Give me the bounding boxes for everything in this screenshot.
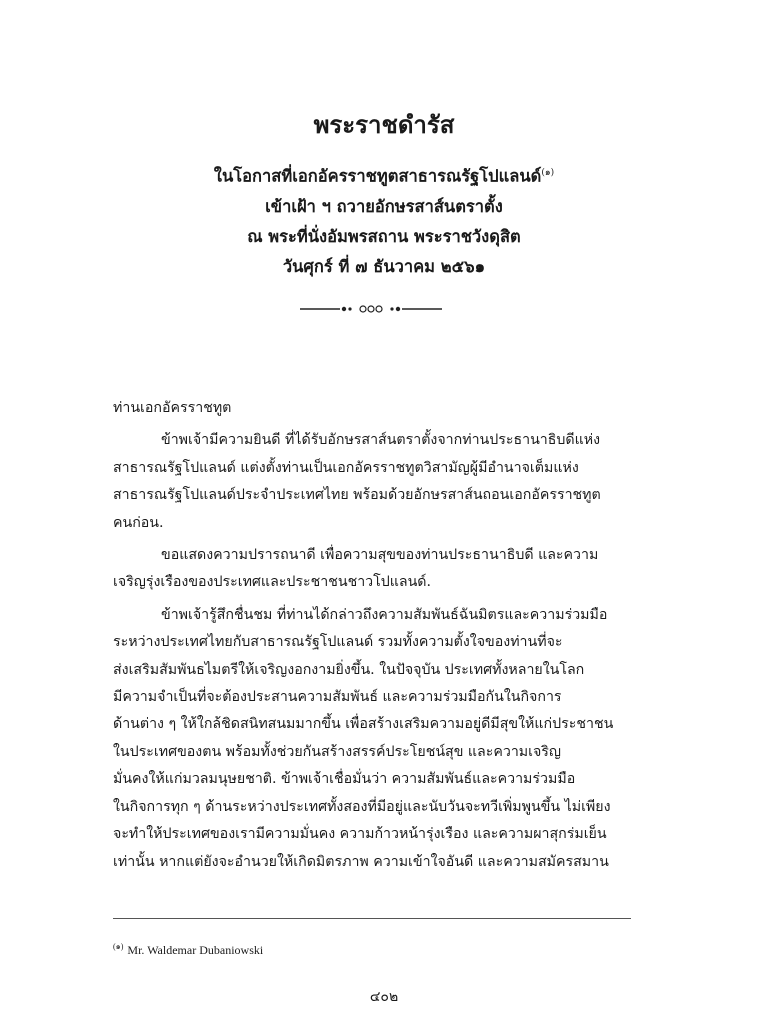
subtitle-line: วันศุกร์ ที่ ๗ ธันวาคม ๒๕๖๑ [282,256,486,276]
footnote-divider [113,918,631,919]
footnote-mark: (๑) [113,942,124,951]
paragraph [113,542,631,597]
paragraph-line: ระหว่างประเทศไทยกับสาธารณรัฐโปแลนด์ รวมทั้งความตั้งใจของท่านที่จะ [113,634,563,651]
paragraph-line: เจริญรุ่งเรืองของประเทศและประชาชนชาวโปแลนด์. [113,574,432,591]
paragraph-line: ด้านต่าง ๆ ให้ใกล้ชิดสนิทสนมมากขึ้น เพื่อสร้างเสริมความอยู่ดีมีสุขให้แก่ประชาชน [113,716,614,733]
paragraph-line: ในประเทศของตน พร้อมทั้งช่วยกันสร้างสรรค์ประโยชน์สุข และความเจริญ [113,743,562,760]
paragraph-line: มั่นคงให้แก่มวลมนุษยชาติ. ข้าพเจ้าเชื่อมั่นว่า ความสัมพันธ์และความร่วมมือ [113,771,576,788]
paragraph-line: ขอแสดงความปรารถนาดี เพื่อความสุขของท่านประธานาธิบดี และความ [161,547,599,564]
paragraph-line: จะทำให้ประเทศของเรามีความมั่นคง ความก้าวหน้ารุ่งเรือง และความผาสุกร่มเย็น [113,826,607,843]
paragraph-line: สาธารณรัฐโปแลนด์ แต่งตั้งท่านเป็นเอกอัครราชทูตวิสามัญผู้มีอำนาจเต็มแห่ง [113,459,579,476]
footnote [113,940,263,958]
paragraph [113,602,631,876]
footnote-text: Mr. Waldemar Dubaniowski [127,943,264,957]
paragraph-line: เท่านั้น หากแต่ยังจะอำนวยให้เกิดมิตรภาพ ความเข้าใจอันดี และความสมัครสมาน [113,853,609,870]
salutation: ท่านเอกอัครราชทูต [113,400,232,416]
paragraph-line: สาธารณรัฐโปแลนด์ประจำประเทศไทย พร้อมด้วยอักษรสาส์นถอนเอกอัครราชทูต [113,487,601,504]
paragraph-line: ในกิจการทุก ๆ ด้านระหว่างประเทศทั้งสองที่มีอยู่และนับวันจะทวีเพิ่มพูนขึ้น ไม่เพียง [113,798,611,815]
subtitle-line: ณ พระที่นั่งอัมพรสถาน พระราชวังดุสิต [247,226,521,246]
subtitle-line: เข้าเฝ้า ฯ ถวายอักษรสาส์นตราตั้ง [265,196,503,216]
speech-body [113,395,631,881]
subtitle-line [0,158,768,192]
paragraph-line: ส่งเสริมสัมพันธไมตรีให้เจริญงอกงามยิ่งขึ้น. ในปัจจุบัน ประเทศทั้งหลายในโลก [113,661,585,678]
ornament-divider-icon [300,302,442,316]
page-title: พระราชดำรัส [313,110,455,139]
paragraph-line: ข้าพเจ้ามีความยินดี ที่ได้รับอักษรสาส์นตราตั้งจากท่านประธานาธิบดีแห่ง [161,432,601,449]
paragraph [113,427,631,537]
footnote-reference: (๑) [541,168,555,178]
paragraph-line: ข้าพเจ้ารู้สึกชื่นชม ที่ท่านได้กล่าวถึงความสัมพันธ์ฉันมิตรและความร่วมมือ [161,606,608,623]
subtitle-line-text: ในโอกาสที่เอกอัครราชทูตสาธารณรัฐโปแลนด์ [213,166,542,186]
paragraph-line: คนก่อน. [113,514,164,531]
subtitle-block [0,158,768,282]
paragraph-line: มีความจำเป็นที่จะต้องประสานความสัมพันธ์ และความร่วมมือกันในกิจการ [113,689,562,706]
page-number: ๔๐๒ [369,989,399,1005]
